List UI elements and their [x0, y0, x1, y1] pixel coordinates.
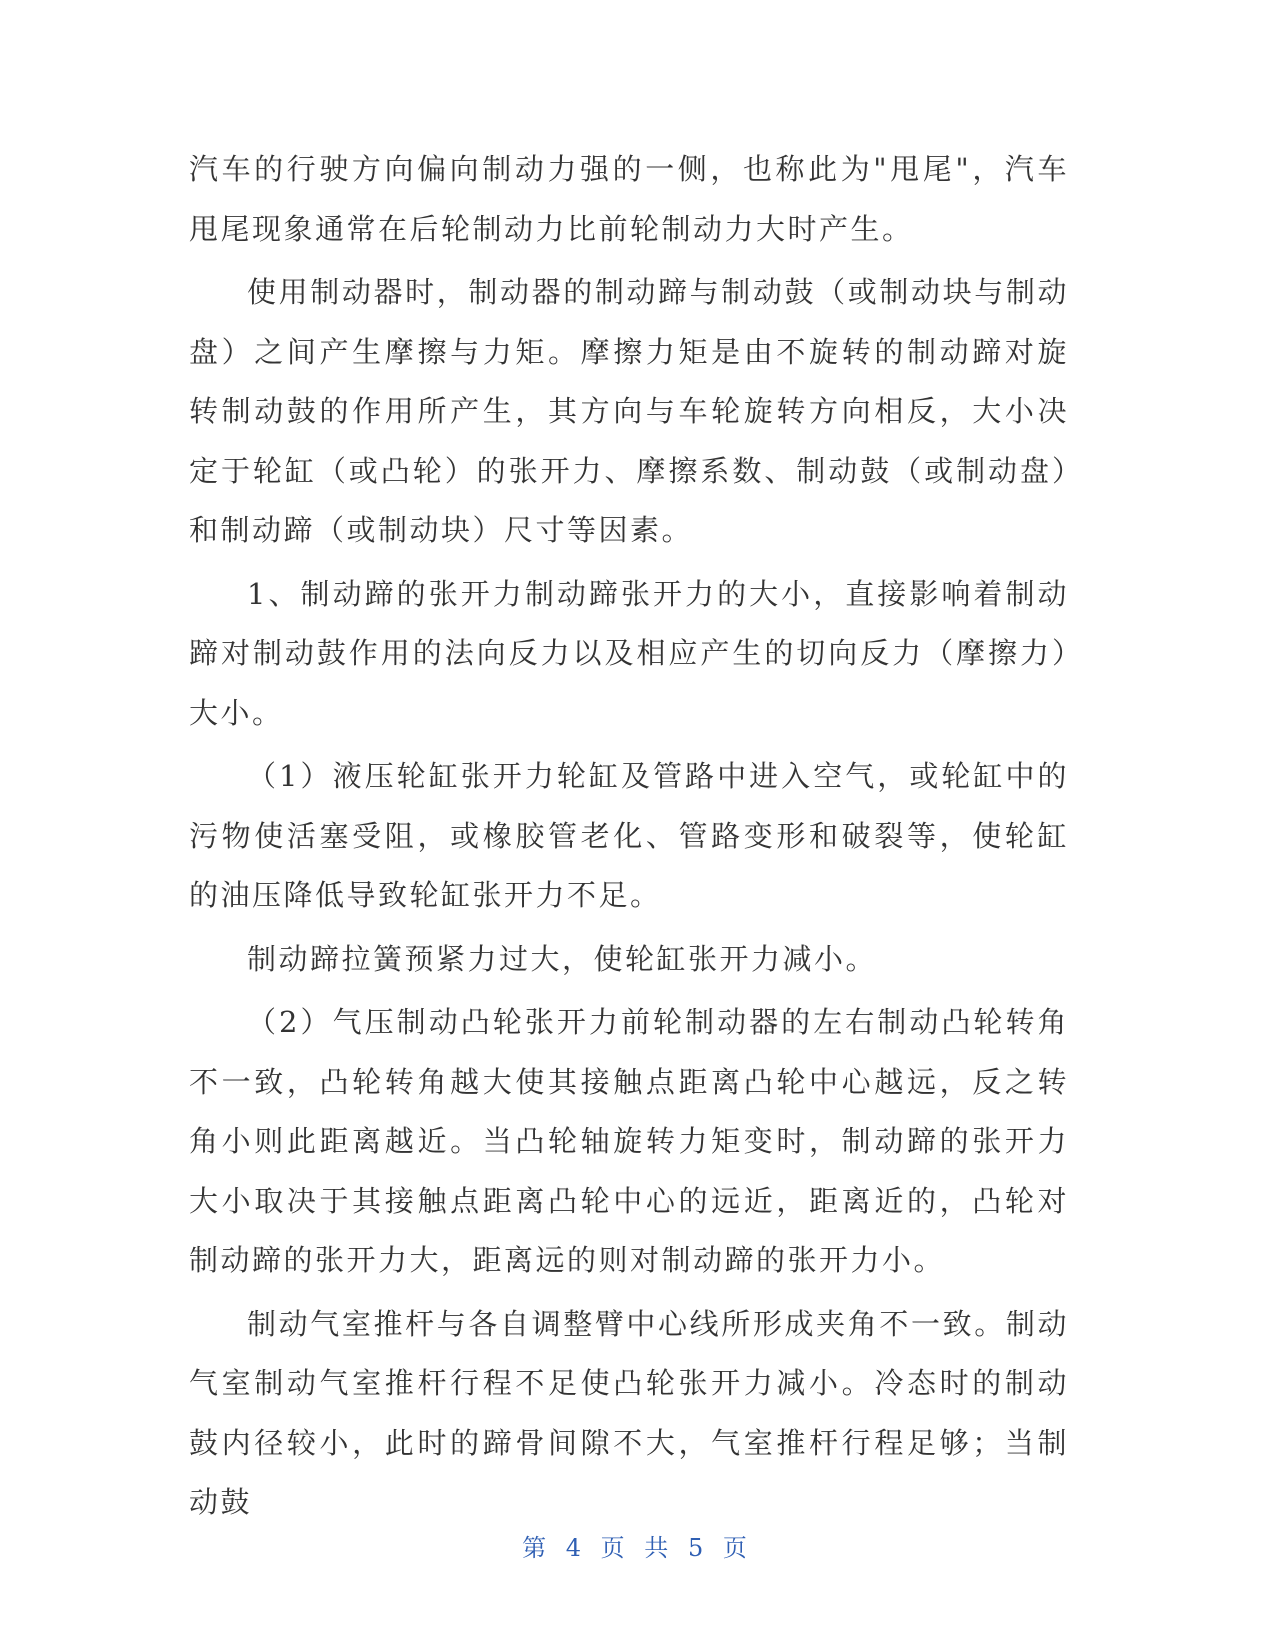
- page-number-footer: 第 4 页 共 5 页: [522, 1534, 753, 1562]
- paragraph-7: 制动气室推杆与各自调整臂中心线所形成夹角不一致。制动气室制动气室推杆行程不足使凸轮张开力减小。冷态时的制动鼓内径较小，此时的蹄骨间隙不大，气室推杆行程足够；当制动鼓: [189, 1306, 1069, 1519]
- paragraph-3: 1、制动蹄的张开力制动蹄张开力的大小，直接影响着制动蹄对制动鼓作用的法向反力以及相应产生的切向反力（摩擦力）大小。: [189, 576, 1069, 730]
- paragraph-4: （1）液压轮缸张开力轮缸及管路中进入空气，或轮缸中的污物使活塞受阻，或橡胶管老化、管路变形和破裂等，使轮缸的油压降低导致轮缸张开力不足。: [189, 759, 1069, 912]
- paragraph-6: （2）气压制动凸轮张开力前轮制动器的左右制动凸轮转角不一致，凸轮转角越大使其接触点距离凸轮中心越远，反之转角小则此距离越近。当凸轮轴旋转力矩变时，制动蹄的张开力大小取决于其接触点距离凸轮中心的远近，距离近的，凸轮对制动蹄的张开力大，距离远的则对制动蹄的张开力小。: [189, 1005, 1069, 1277]
- paragraph-1: 汽车的行驶方向偏向制动力强的一侧，也称此为"甩尾"，汽车甩尾现象通常在后轮制动力比前轮制动力大时产生。: [189, 152, 1069, 246]
- body-text: [189, 140, 1069, 1537]
- paragraph-2: 使用制动器时，制动器的制动蹄与制动鼓（或制动块与制动盘）之间产生摩擦与力矩。摩擦力矩是由不旋转的制动蹄对旋转制动鼓的作用所产生，其方向与车轮旋转方向相反，大小决定于轮缸（或凸轮）的张开力、摩擦系数、制动鼓（或制动盘）和制动蹄（或制动块）尺寸等因素。: [189, 275, 1069, 547]
- paragraph-5: 制动蹄拉簧预紧力过大，使轮缸张开力减小。: [247, 941, 878, 976]
